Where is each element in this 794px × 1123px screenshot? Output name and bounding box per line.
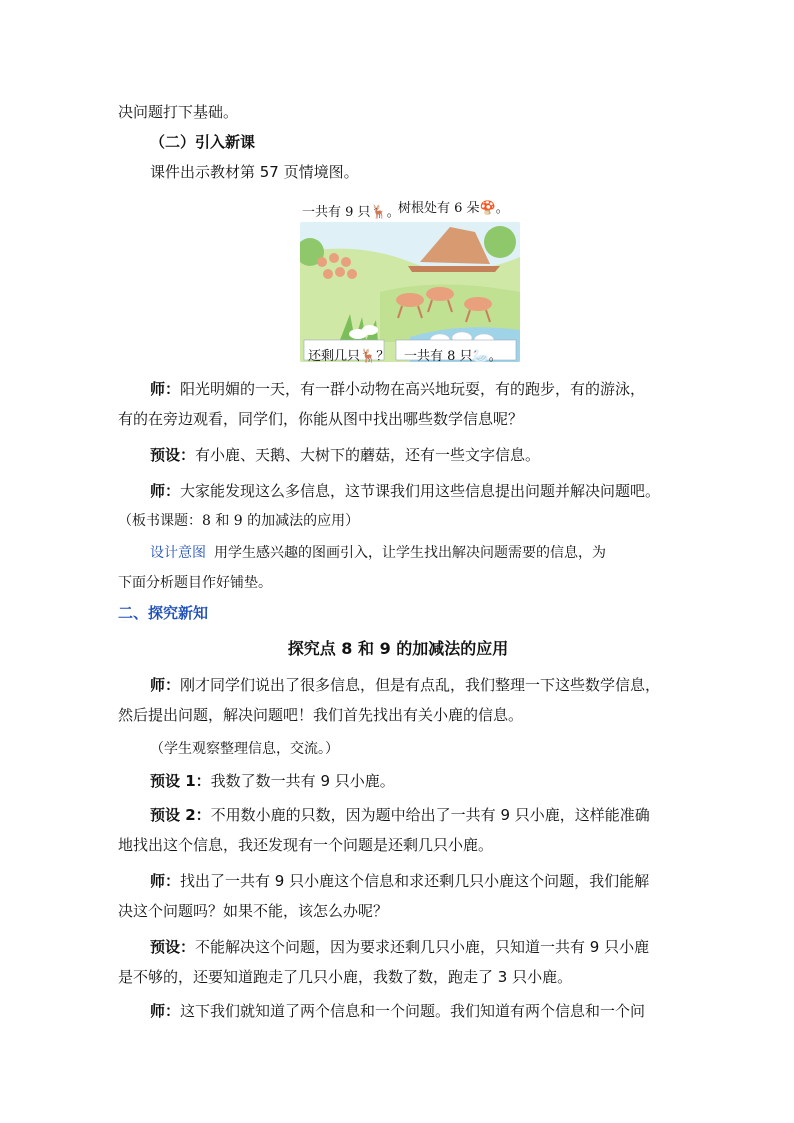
deer-icon: 🦌 bbox=[370, 205, 387, 220]
design-intent: 设计意图 用学生感兴趣的图画引入，让学生找出解决问题需要的信息，为 bbox=[150, 545, 606, 561]
scene-svg bbox=[300, 222, 520, 362]
swan-icon: 🦢 bbox=[472, 349, 489, 364]
teacher-line: 师：大家能发现这么多信息，这节课我们用这些信息提出问题并解决问题吧。 bbox=[150, 482, 661, 500]
text-line: 然后提出问题，解决问题吧！我们首先找出有关小鹿的信息。 bbox=[118, 706, 524, 724]
text-line: 是不够的，还要知道跑走了几只小鹿，我数了数，跑走了 3 只小鹿。 bbox=[118, 968, 573, 986]
scene-picture bbox=[300, 222, 520, 362]
teacher-line: 师：找出了一共有 9 只小鹿这个信息和求还剩几只小鹿这个问题，我们能解 bbox=[150, 872, 650, 890]
caption-total-deer: 一共有 9 只🦌。 bbox=[302, 205, 400, 220]
text-line: 有的在旁边观看，同学们，你能从图中找出哪些数学信息呢？ bbox=[118, 410, 524, 428]
text-line: 课件出示教材第 57 页情境图。 bbox=[150, 163, 359, 181]
preset-line: 预设 2：不用数小鹿的只数，因为题中给出了一共有 9 只小鹿，这样能准确 bbox=[150, 806, 650, 824]
caption-remaining-deer: 还剩几只🦌？ bbox=[308, 349, 390, 364]
board-title-note: （板书课题：8 和 9 的加减法的应用） bbox=[118, 513, 360, 529]
design-intent-tag: 设计意图 bbox=[150, 545, 206, 561]
caption-mushrooms: 树根处有 6 朵🍄。 bbox=[398, 201, 509, 216]
preset-line: 预设：有小鹿、天鹅、大树下的蘑菇，还有一些文字信息。 bbox=[150, 446, 541, 464]
textbook-scene-illustration bbox=[300, 195, 520, 367]
text-line: 决问题打下基础。 bbox=[118, 103, 239, 121]
subheading-new-lesson: （二）引入新课 bbox=[150, 133, 256, 151]
preset-line: 预设：不能解决这个问题，因为要求还剩几只小鹿，只知道一共有 9 只小鹿 bbox=[150, 938, 650, 956]
section-heading-explore: 二、探究新知 bbox=[118, 604, 209, 622]
explore-point-title: 探究点 8 和 9 的加减法的应用 bbox=[287, 639, 509, 658]
teacher-line: 师：刚才同学们说出了很多信息，但是有点乱，我们整理一下这些数学信息， bbox=[150, 676, 661, 694]
teacher-line: 师：阳光明媚的一天，有一群小动物在高兴地玩耍，有的跑步，有的游泳， bbox=[150, 380, 646, 398]
text-line: 下面分析题目作好铺垫。 bbox=[118, 575, 272, 591]
preset-line: 预设 1：我数了数一共有 9 只小鹿。 bbox=[150, 772, 395, 790]
caption-total-swans: 一共有 8 只🦢。 bbox=[404, 349, 502, 364]
mushroom-icon: 🍄 bbox=[479, 201, 496, 216]
teacher-line: 师：这下我们就知道了两个信息和一个问题。我们知道有两个信息和一个问 bbox=[150, 1002, 646, 1020]
text-line: 地找出这个信息，我还发现有一个问题是还剩几只小鹿。 bbox=[118, 836, 494, 854]
text-line: 决这个问题吗？如果不能，该怎么办呢？ bbox=[118, 902, 389, 920]
student-activity-note: （学生观察整理信息，交流。） bbox=[150, 741, 339, 757]
deer-icon: 🦌 bbox=[360, 349, 377, 364]
